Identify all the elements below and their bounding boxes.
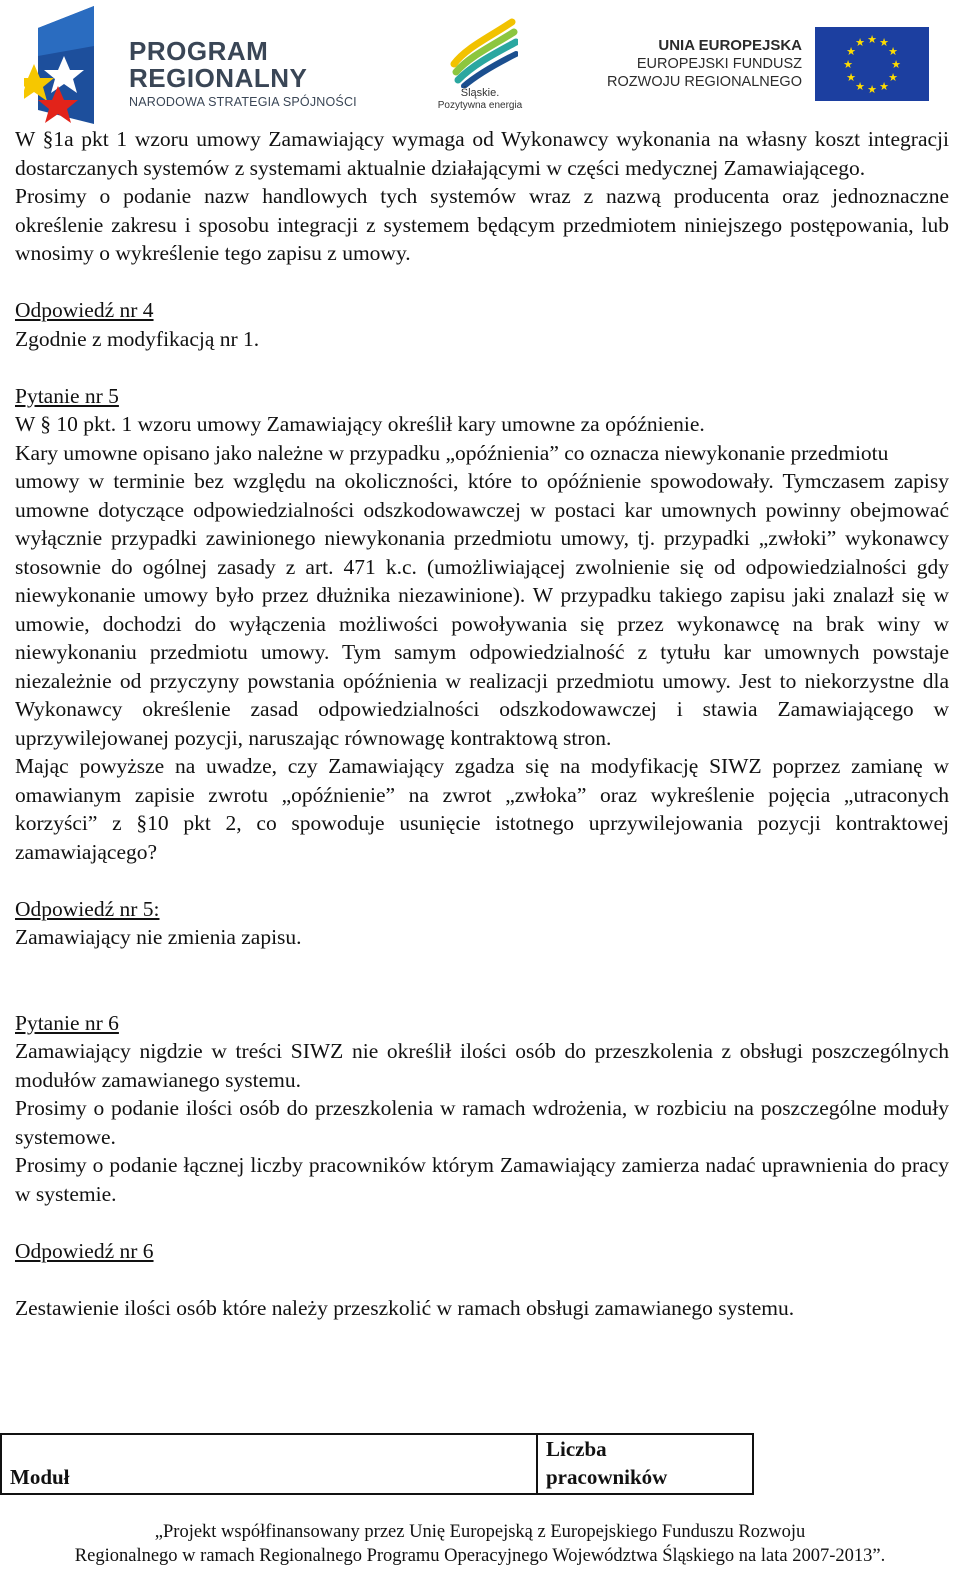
page-footer xyxy=(0,1520,960,1568)
svg-text:★: ★ xyxy=(867,33,877,46)
slaskie-logo xyxy=(422,87,538,112)
logo-line: REGIONALNY xyxy=(129,63,308,93)
eu-flag-icon xyxy=(815,27,929,101)
paragraph: Mając powyższe na uwadze, czy Zamawiający zgadza się na modyfikację SIWZ poprzez zamianę w omawianym zapisie zwrotu „opóźnienie” na zwrot „zwłoka” oraz wykreślenie pojęcia „utraconych korzyści” z §10 pkt 2, co spowoduje usunięcie istotnego uprzywilejowania pozycji kontraktowej zamawiającego? xyxy=(15,754,949,864)
logo-line: Śląskie. xyxy=(460,87,500,99)
column-header-employees xyxy=(537,1434,753,1494)
training-table xyxy=(0,1433,754,1495)
footer-line: „Projekt współfinansowany przez Unię Europejską z Europejskiego Funduszu Rozwoju xyxy=(154,1522,806,1542)
eu-logo-text xyxy=(600,37,802,91)
paragraph: Prosimy o podanie łącznej liczby pracowników którym Zamawiający zamierza nadać uprawnienia do pracy w systemie. xyxy=(15,1153,949,1206)
question-heading: Pytanie nr 6 xyxy=(15,1010,119,1035)
svg-text:★: ★ xyxy=(879,36,889,49)
answer-heading: Odpowiedź nr 6 xyxy=(15,1238,154,1263)
logo-line: ROZWOJU REGIONALNEGO xyxy=(607,74,802,90)
paragraph: Kary umowne opisano jako należne w przypadku „opóźnienia” co oznacza niewykonanie przedmiotu xyxy=(15,440,889,465)
paragraph: W § 10 pkt. 1 wzoru umowy Zamawiający określił kary umowne za opóźnienie. xyxy=(15,412,705,436)
table-header-row xyxy=(1,1434,753,1494)
logo-line: EUROPEJSKI FUNDUSZ xyxy=(636,56,802,72)
answer-heading: Odpowiedź nr 4 xyxy=(15,298,154,322)
column-header-line: pracowników xyxy=(546,1465,668,1489)
paragraph: Zamawiający nigdzie w treści SIWZ nie określił ilości osób do przeszkolenia z obsługi poszczególnych modułów zamawianego systemu. xyxy=(15,1039,949,1092)
program-regionalny-logo-icon xyxy=(24,6,104,124)
logo-line: UNIA EUROPEJSKA xyxy=(658,37,802,54)
column-header-line: Liczba xyxy=(546,1437,607,1461)
logo-line: Pozytywna energia xyxy=(437,100,523,111)
column-header-module: Moduł xyxy=(1,1434,537,1494)
program-regionalny-logo xyxy=(129,38,357,110)
answer-heading: Odpowiedź nr 5: xyxy=(15,896,160,921)
document-body xyxy=(15,125,949,1322)
paragraph: Zamawiający nie zmienia zapisu. xyxy=(15,925,302,949)
svg-text:★: ★ xyxy=(855,80,865,93)
svg-text:★: ★ xyxy=(879,80,889,93)
svg-text:★: ★ xyxy=(843,58,853,71)
paragraph: Zgodnie z modyfikacją nr 1. xyxy=(15,326,260,351)
svg-text:★: ★ xyxy=(891,58,901,71)
svg-text:★: ★ xyxy=(888,71,898,84)
slaskie-logo-icon xyxy=(446,18,518,88)
paragraph: Zestawienie ilości osób które należy przeszkolić w ramach obsługi zamawianego systemu. xyxy=(15,1295,795,1320)
svg-text:★: ★ xyxy=(867,83,877,96)
paragraph: Prosimy o podanie nazw handlowych tych systemów wraz z nazwą producenta oraz jednoznaczne określenie zakresu i sposobu integracji z systemem będącym przedmiotem niniejszego postępowania, lub wnosimy o wykreślenie tego zapisu z umowy. xyxy=(15,184,949,265)
svg-text:★: ★ xyxy=(846,71,856,84)
paragraph: umowy w terminie bez względu na okoliczności, które to opóźnienie spowodowały. Tymczasem zapisy umowne dotyczące odpowiedzialności odszkodowawczej w postaci kar umownych powinny obejmować wyłącznie przypadki zawinionego niewykonania przedmiotu umowy, tj. przypadki „zwłoki” wykonawcy stosownie do ogólnej zasady z art. 471 k.c. (umożliwiającej zwolnienie się od odpowiedzialności gdy niewykonanie umowy było przez dłużnika niezawinione). W przypadku takiego zapisu jaki znalazł się w umowie, dochodzi do wyłączenia możliwości powoływania się przez wykonawcę na brak winy w niewykonaniu przedmiotu umowy. Tym samym odpowiedzialność z tytułu kar umownych powstaje niezależnie od przyczyny powstania opóźnienia w realizacji przedmiotu umowy. Jest to niekorzystne dla Wykonawcy określenie zasad odpowiedzialności odszkodowawczej i stawia Zamawiającego w uprzywilejowanej pozycji, naruszając równowagę kontraktową stron. xyxy=(15,469,949,750)
svg-text:★: ★ xyxy=(855,36,865,49)
question-heading: Pytanie nr 5 xyxy=(15,383,119,408)
footer-line: Regionalnego w ramach Regionalnego Programu Operacyjnego Województwa Śląskiego na lata 2007-2013”. xyxy=(74,1546,886,1566)
logo-line: NARODOWA STRATEGIA SPÓJNOŚCI xyxy=(129,95,357,109)
logo-line: PROGRAM xyxy=(129,36,269,66)
paragraph: Prosimy o podanie ilości osób do przeszkolenia w ramach wdrożenia, w rozbiciu na poszczególne moduły systemowe. xyxy=(15,1096,949,1149)
svg-text:★: ★ xyxy=(846,45,856,58)
svg-text:★: ★ xyxy=(888,45,898,58)
page-header xyxy=(0,0,960,120)
paragraph: W §1a pkt 1 wzoru umowy Zamawiający wymaga od Wykonawcy wykonania na własny koszt integracji dostarczanych systemów z systemami aktualnie działającymi w części medycznej Zamawiającego. xyxy=(15,127,949,180)
